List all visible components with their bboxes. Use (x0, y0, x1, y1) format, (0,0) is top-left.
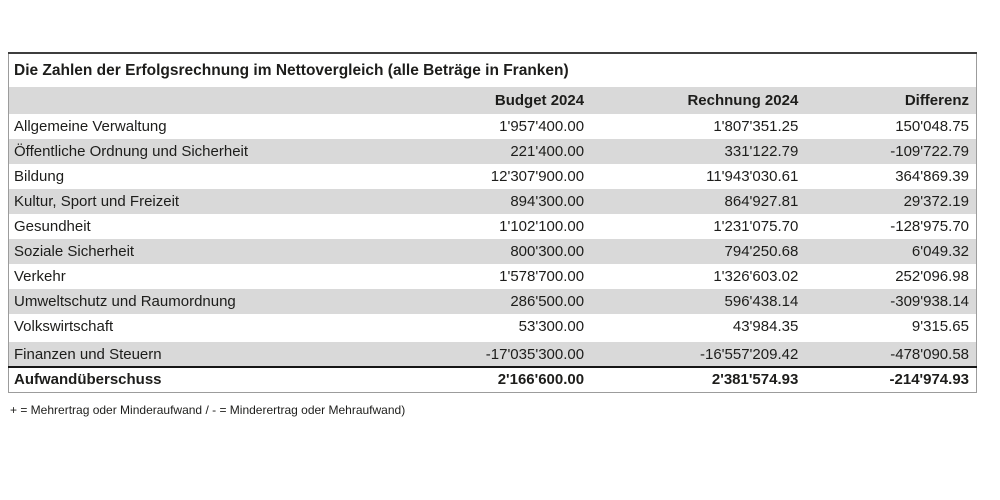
budget-value: 1'578'700.00 (499, 268, 585, 285)
column-header-empty (9, 87, 391, 114)
table-row (9, 139, 977, 164)
total-budget-value: 2'166'600.00 (391, 367, 591, 392)
row-label: Bildung (14, 168, 65, 185)
rechnung-value: 11'943'030.61 (706, 168, 799, 185)
rechnung-value: 596'438.14 (724, 293, 799, 310)
table-row (9, 239, 977, 264)
rechnung-value: 331'122.79 (724, 143, 799, 160)
budget-value: 1'957'400.00 (499, 118, 585, 135)
rechnung-value: 43'984.35 (732, 318, 799, 335)
differenz-value: -478'090.58 (890, 345, 969, 363)
table-row (9, 114, 977, 139)
differenz-value: 364'869.39 (895, 168, 969, 185)
budget-value: 286'500.00 (510, 293, 585, 310)
row-label: Gesundheit (14, 218, 91, 235)
table-row (9, 289, 977, 314)
table-header-row (9, 87, 977, 114)
table-row (9, 314, 977, 339)
footnote: + = Mehrertrag oder Minderaufwand / - = Minderertrag oder Mehraufwand) (10, 403, 406, 417)
rechnung-value: -16'557'209.42 (699, 345, 799, 363)
differenz-value: -309'938.14 (890, 293, 969, 310)
budget-value: 12'307'900.00 (490, 168, 585, 185)
table-row (9, 164, 977, 189)
rechnung-value: 794'250.68 (724, 243, 799, 260)
column-header-budget: Budget 2024 (391, 87, 591, 114)
budget-value: -17'035'300.00 (485, 345, 585, 363)
differenz-value: 252'096.98 (895, 268, 969, 285)
total-rechnung-value: 2'381'574.93 (591, 367, 805, 392)
row-label: Allgemeine Verwaltung (14, 118, 167, 135)
table-row (9, 214, 977, 239)
rechnung-value: 1'326'603.02 (713, 268, 799, 285)
differenz-value: 150'048.75 (895, 118, 969, 135)
column-header-differenz: Differenz (805, 87, 976, 114)
budget-value: 1'102'100.00 (499, 218, 585, 235)
erfolgsrechnung-table (8, 52, 977, 393)
row-label: Öffentliche Ordnung und Sicherheit (14, 143, 249, 160)
row-label: Umweltschutz und Raumordnung (14, 293, 236, 310)
table-title: Die Zahlen der Erfolgsrechnung im Nettovergleich (alle Beträge in Franken) (9, 53, 977, 87)
budget-value: 800'300.00 (510, 243, 585, 260)
differenz-value: -128'975.70 (890, 218, 969, 235)
table-row (9, 189, 977, 214)
total-label: Aufwandüberschuss (9, 367, 391, 392)
row-label: Verkehr (14, 268, 66, 285)
rechnung-value: 1'807'351.25 (713, 118, 799, 135)
row-label: Kultur, Sport und Freizeit (14, 193, 180, 210)
differenz-value: 6'049.32 (911, 243, 969, 260)
total-differenz-value: -214'974.93 (805, 367, 976, 392)
table-row (9, 342, 977, 367)
differenz-value: 9'315.65 (911, 318, 969, 335)
differenz-value: -109'722.79 (890, 143, 969, 160)
row-label: Finanzen und Steuern (14, 345, 162, 363)
table-row (9, 264, 977, 289)
column-header-rechnung: Rechnung 2024 (591, 87, 805, 114)
budget-value: 894'300.00 (510, 193, 585, 210)
row-label: Soziale Sicherheit (14, 243, 135, 260)
budget-value: 221'400.00 (510, 143, 585, 160)
rechnung-value: 1'231'075.70 (713, 218, 799, 235)
row-label: Volkswirtschaft (14, 318, 114, 335)
table-title-row (9, 53, 977, 87)
budget-value: 53'300.00 (518, 318, 585, 335)
rechnung-value: 864'927.81 (724, 193, 799, 210)
differenz-value: 29'372.19 (903, 193, 969, 210)
total-row (9, 367, 977, 392)
report-table-container (8, 52, 977, 393)
